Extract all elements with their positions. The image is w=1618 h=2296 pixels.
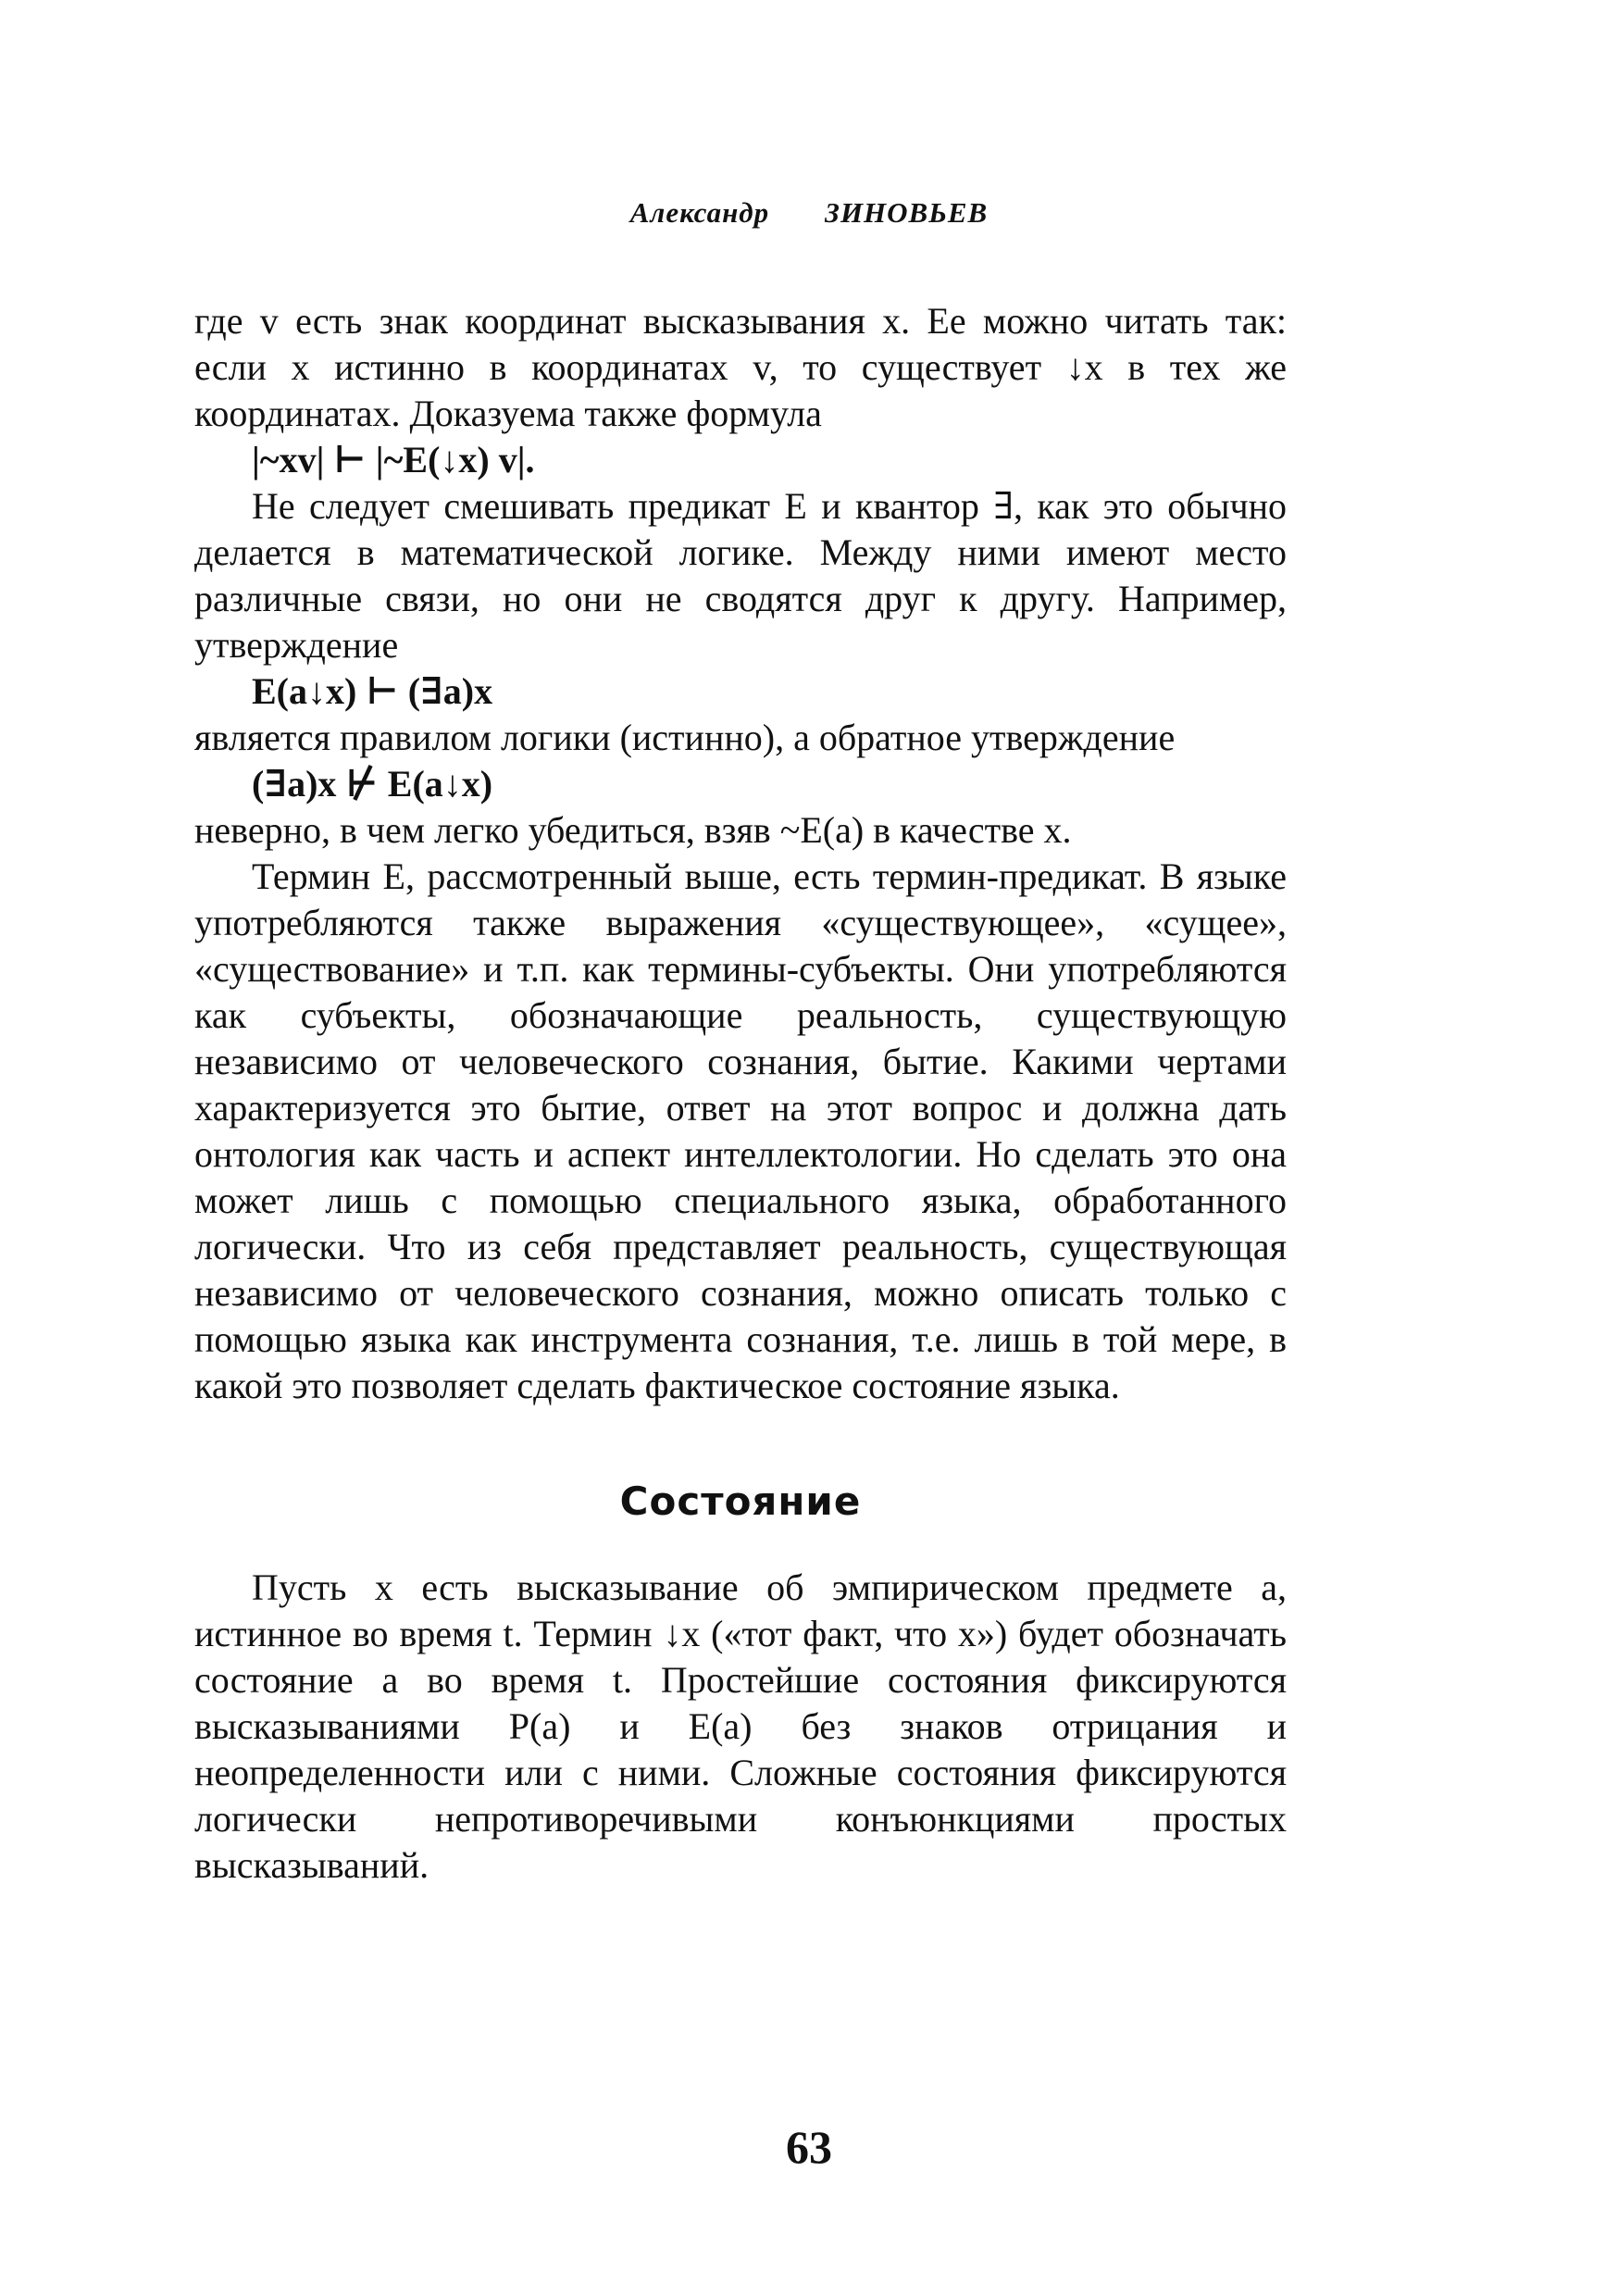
running-header <box>0 196 1618 230</box>
header-author-first: Александр <box>629 196 770 229</box>
formula-1: |~xv| ⊢ |~E(↓x) v|. <box>252 439 535 480</box>
paragraph-2: Не следует смешивать предикат E и квантор ∃, как это обычно делается в математической логике. Между ними имеют место различные связи, но они не сводятся друг к другу. Например, утверждение <box>194 485 1287 666</box>
page-content <box>194 298 1287 1889</box>
formula-2: E(a↓x) ⊢ (∃a)x <box>252 670 493 712</box>
paragraph-5: Термин E, рассмотренный выше, есть термин-предикат. В языке употребляются также выражения «существующее», «сущее», «существование» и т.п. как термины-субъекты. Они употребляются как субъекты, обозначающие реальность, существующую независимо от человеческого сознания, бытие. Какими чертами характеризуется это бытие, ответ на этот вопрос и должна дать онтология как часть и аспект интеллектологии. Но сделать это она может лишь с помощью специального языка, обработанного логически. Что из себя представляет реальность, существующая независимо от человеческого сознания, можно описать только с помощью языка как инструмента сознания, т.е. лишь в той мере, в какой это позволяет сделать фактическое состояние языка. <box>194 855 1287 1406</box>
header-author-last: ЗИНОВЬЕВ <box>825 196 989 229</box>
paragraph-1: где v есть знак координат высказывания x. Ее можно читать так: если x истинно в координатах v, то существует ↓x в тех же координатах. Доказуема также формула <box>194 300 1287 434</box>
paragraph-4: неверно, в чем легко убедиться, взяв ~E(a) в качестве x. <box>194 809 1072 851</box>
section-title: Состояние <box>619 1479 862 1524</box>
formula-3: (∃a)x ⊬ E(a↓x) <box>252 763 493 805</box>
paragraph-3: является правилом логики (истинно), а обратное утверждение <box>194 717 1176 758</box>
section-paragraph-1: Пусть x есть высказывание об эмпирическом предмете a, истинное во время t. Термин ↓x («тот факт, что x») будет обозначать состояние a во время t. Простейшие состояния фиксируются высказываниями P(a) и E(a) без знаков отрицания и неопределенности или с ними. Сложные состояния фиксируются логически непротиворечивыми конъюнкциями простых высказываний. <box>194 1566 1287 1886</box>
page-number: 63 <box>786 2121 832 2173</box>
